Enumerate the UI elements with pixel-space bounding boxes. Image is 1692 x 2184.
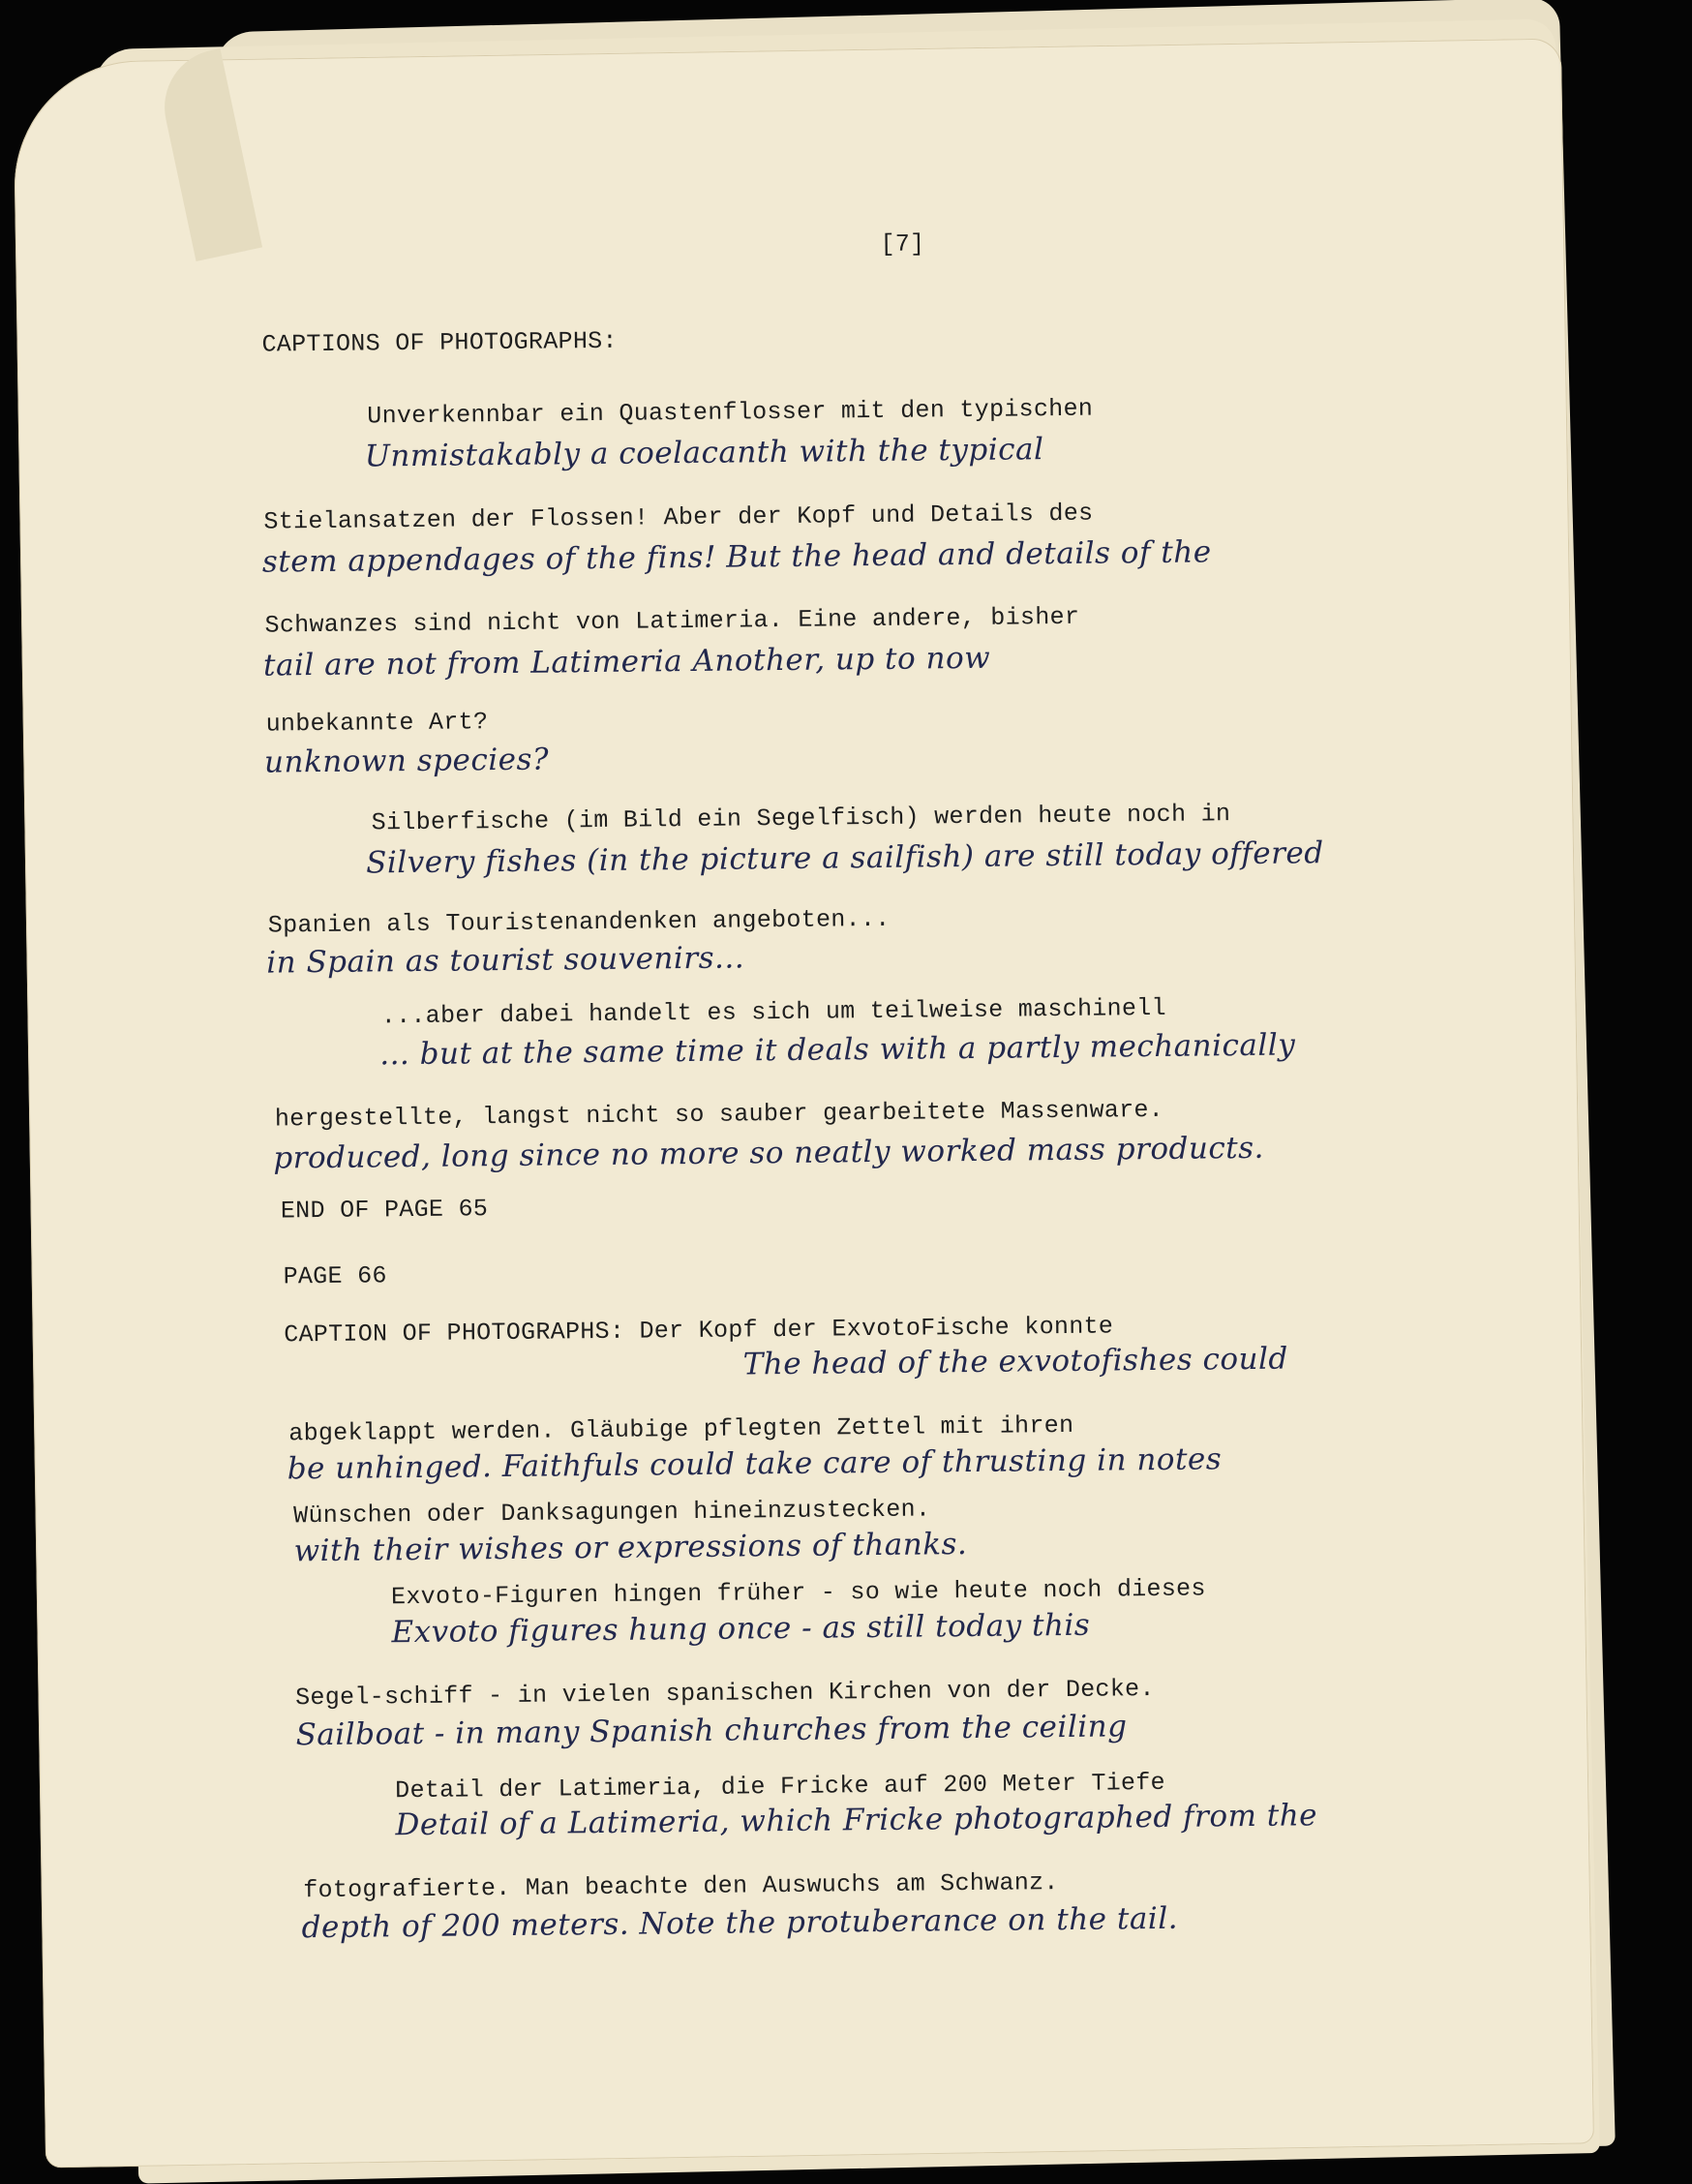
handwritten-translation: unknown species? bbox=[263, 742, 550, 780]
handwritten-translation: stem appendages of the fins! But the head and details of the bbox=[261, 534, 1212, 580]
handwritten-translation: Silvery fishes (in the picture a sailfish) are still today offered bbox=[365, 835, 1324, 881]
typed-line: CAPTION OF PHOTOGRAPHS: Der Kopf der ExvotoFische konnte bbox=[284, 1312, 1114, 1350]
section-heading: CAPTIONS OF PHOTOGRAPHS: bbox=[261, 326, 618, 359]
handwritten-translation: with their wishes or expressions of thanks. bbox=[293, 1527, 968, 1569]
handwritten-translation: be unhinged. Faithfuls could take care of thrusting in notes bbox=[287, 1441, 1223, 1487]
handwritten-translation: tail are not from Latimeria Another, up to now bbox=[262, 640, 991, 683]
typed-line: Unverkennbar ein Quastenflosser mit den typischen bbox=[367, 394, 1094, 431]
typed-line: Stielansatzen der Flossen! Aber der Kopf und Details des bbox=[263, 499, 1094, 536]
handwritten-translation: ... but at the same time it deals with a partly mechanically bbox=[379, 1027, 1296, 1073]
handwritten-translation: produced, long since no more so neatly worked mass products. bbox=[273, 1130, 1265, 1176]
typed-line: unbekannte Art? bbox=[265, 708, 489, 739]
handwritten-translation: Exvoto figures hung once - as still today this bbox=[391, 1607, 1091, 1651]
typed-line: Wünschen oder Danksagungen hineinzustecken. bbox=[293, 1495, 931, 1531]
typed-line: fotografierte. Man beachte den Auswuchs am Schwanz. bbox=[303, 1868, 1059, 1905]
handwritten-translation: Sailboat - in many Spanish churches from the ceiling bbox=[295, 1709, 1128, 1753]
typed-line: hergestellte, langst nicht so sauber gearbeitete Massenware. bbox=[274, 1095, 1164, 1134]
handwritten-translation: depth of 200 meters. Note the protuberance on the tail. bbox=[301, 1900, 1179, 1946]
typed-line: Silberfische (im Bild ein Segelfisch) werden heute noch in bbox=[371, 800, 1231, 837]
typed-line: abgeklappt werden. Gläubige pflegten Zettel mit ihren bbox=[288, 1410, 1074, 1448]
page-number: [7] bbox=[880, 229, 925, 258]
typed-line: Detail der Latimeria, die Fricke auf 200 Meter Tiefe bbox=[395, 1768, 1166, 1805]
typed-line: Exvoto-Figuren hingen früher - so wie heute noch dieses bbox=[390, 1574, 1206, 1612]
handwritten-translation: Detail of a Latimeria, which Fricke photographed from the bbox=[395, 1798, 1318, 1843]
end-of-page-marker: END OF PAGE 65 bbox=[280, 1195, 489, 1226]
typed-line: Segel-schiff - in vielen spanischen Kirchen von der Decke. bbox=[295, 1675, 1155, 1713]
typed-line: Spanien als Touristenandenken angeboten... bbox=[267, 904, 891, 940]
page-marker: PAGE 66 bbox=[283, 1261, 387, 1291]
handwritten-translation: Unmistakably a coelacanth with the typical bbox=[364, 432, 1044, 474]
typed-line: Schwanzes sind nicht von Latimeria. Eine andere, bisher bbox=[264, 602, 1080, 640]
handwritten-translation: in Spain as tourist souvenirs... bbox=[266, 940, 745, 981]
typed-line: ...aber dabei handelt es sich um teilweise maschinell bbox=[380, 993, 1166, 1031]
handwritten-translation: The head of the exvotofishes could bbox=[742, 1341, 1288, 1382]
